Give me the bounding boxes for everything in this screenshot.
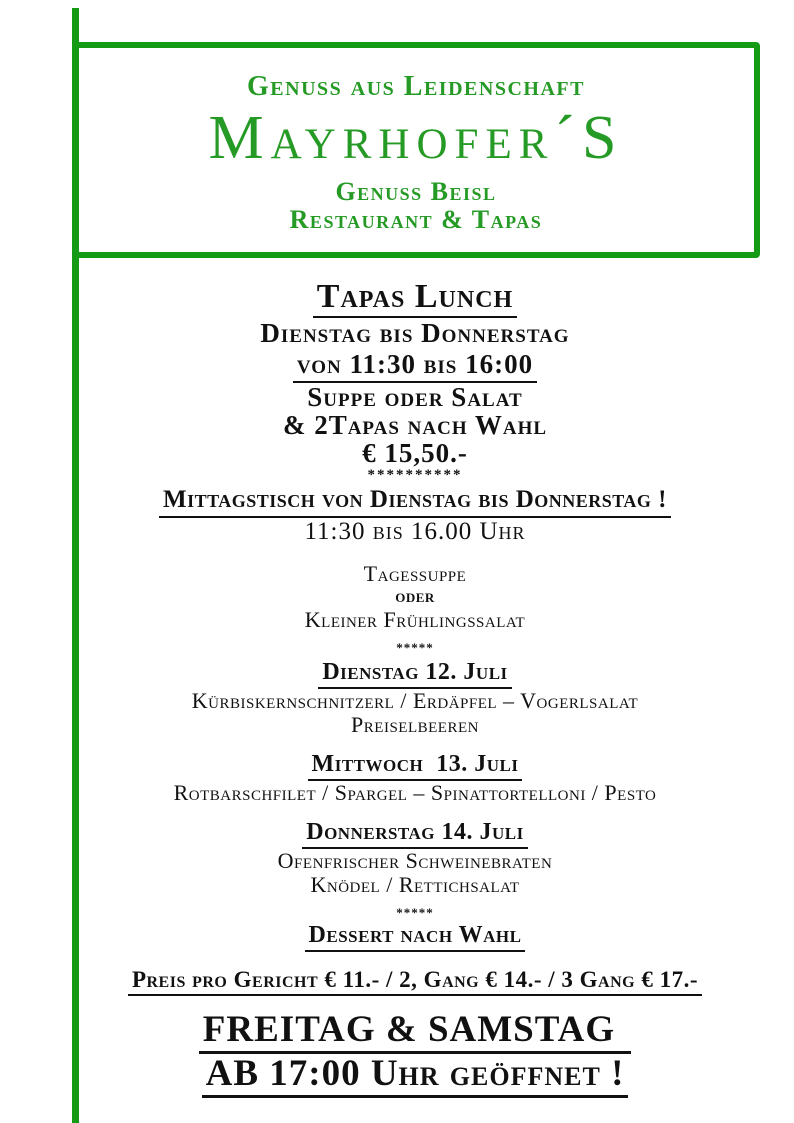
brand-title: Mayrhofer´S bbox=[208, 104, 624, 172]
day-dish-line: Kürbiskernschnitzerl / Erdäpfel – Vogerlsalat bbox=[191, 688, 639, 713]
dessert-heading: Dessert nach Wahl bbox=[60, 922, 770, 952]
day-heading-dienstag: Dienstag 12. Juli bbox=[60, 659, 770, 689]
day-dish-line: Preiselbeeren bbox=[351, 712, 479, 737]
logo-box bbox=[72, 42, 760, 258]
mittagstisch-hours: 11:30 bis 16.00 Uhr bbox=[304, 518, 526, 545]
tapas-lunch-price: € 15,50.- bbox=[362, 438, 468, 468]
starter-option-2: Kleiner Frühlingssalat bbox=[304, 607, 526, 632]
logo-subtitle-1: Genuss Beisl bbox=[335, 177, 497, 206]
opening-note-line-1: FREITAG & SAMSTAG bbox=[60, 1010, 770, 1054]
logo-tagline: Genuss aus Leidenschaft bbox=[247, 71, 585, 102]
separator-asterisks: ***** bbox=[396, 905, 434, 920]
starter-option-1: Tagessuppe bbox=[363, 561, 467, 586]
price-line: Preis pro Gericht € 11.- / 2, Gang € 14.- / 3 Gang € 17.- bbox=[60, 966, 770, 996]
tapas-lunch-offer-2: & 2Tapas nach Wahl bbox=[282, 410, 548, 440]
tapas-lunch-title: Tapas Lunch bbox=[60, 278, 770, 318]
day-heading-mittwoch: Mittwoch 13. Juli bbox=[60, 751, 770, 781]
menu-content bbox=[60, 278, 770, 1098]
day-dish-line: Ofenfrischer Schweinebraten bbox=[277, 848, 553, 873]
opening-note-line-2: AB 17:00 Uhr geöffnet ! bbox=[60, 1054, 770, 1098]
separator-asterisks: ********** bbox=[367, 467, 463, 483]
day-heading-donnerstag: Donnerstag 14. Juli bbox=[60, 819, 770, 849]
tapas-lunch-days: Dienstag bis Donnerstag bbox=[260, 318, 570, 348]
day-dish-line: Knödel / Rettichsalat bbox=[310, 872, 520, 897]
mittagstisch-heading: Mittagstisch von Dienstag bis Donnerstag ! bbox=[60, 485, 770, 518]
separator-asterisks: ***** bbox=[396, 640, 434, 655]
starter-conjunction: oder bbox=[395, 586, 435, 607]
tapas-lunch-hours: von 11:30 bis 16:00 bbox=[60, 349, 770, 383]
day-dish-line: Rotbarschfilet / Spargel – Spinattortelloni / Pesto bbox=[173, 780, 657, 805]
logo-subtitle-2: Restaurant & Tapas bbox=[289, 205, 543, 234]
tapas-lunch-offer-1: Suppe oder Salat bbox=[307, 382, 523, 412]
